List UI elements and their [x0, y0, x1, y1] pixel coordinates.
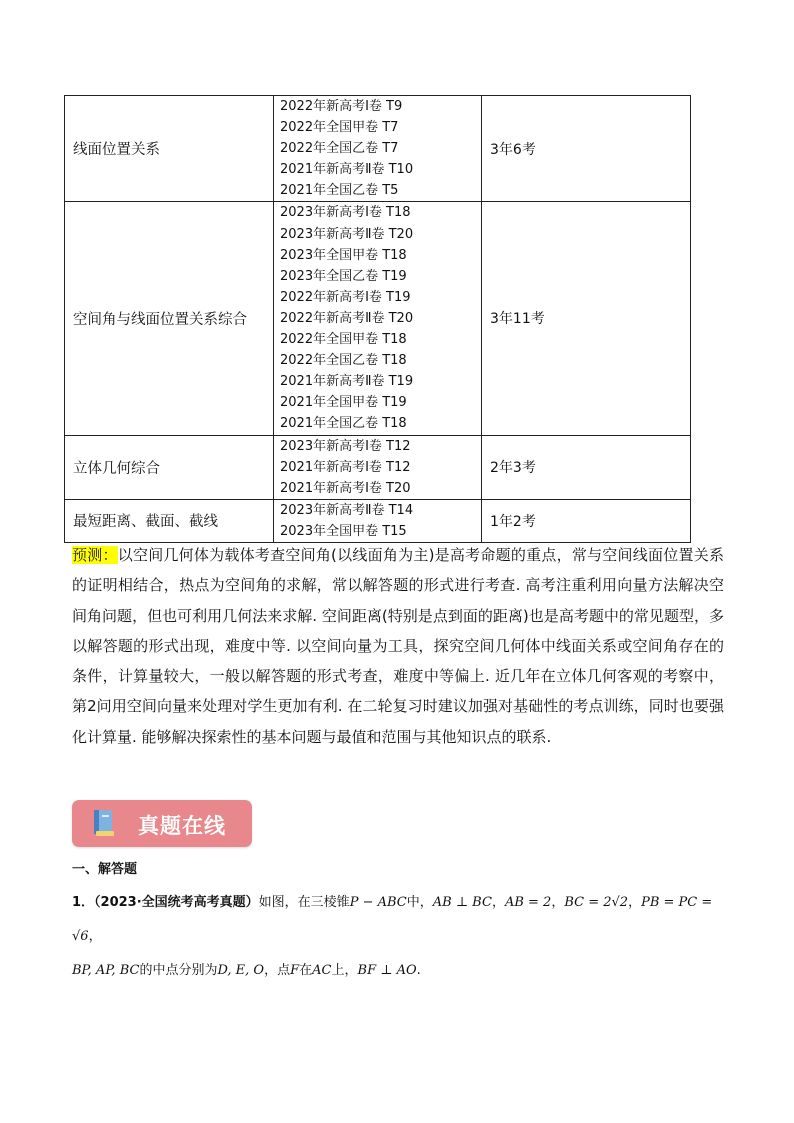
paper-item: 2021年全国乙卷 T5: [280, 183, 399, 199]
section-banner: [72, 800, 252, 847]
paper-item: 2022年全国甲卷 T7: [280, 120, 399, 136]
paper-item: 2023年新高考Ⅰ卷 T18: [280, 205, 411, 221]
count-cell: 2年3考: [482, 435, 691, 499]
paper-item: 2023年全国乙卷 T19: [280, 268, 407, 284]
problem-text: 如图，在三棱锥: [258, 895, 350, 910]
papers-cell: [274, 435, 482, 499]
problem-text: 上，: [331, 963, 358, 978]
topic-cell: 最短距离、截面、截线: [65, 499, 274, 542]
math-expr: BF ⊥ AO: [357, 963, 417, 978]
table-row: [65, 499, 691, 542]
problem-text: .: [416, 963, 421, 978]
math-expr: AC: [312, 963, 332, 978]
banner-title: 真题在线: [138, 814, 226, 838]
problem-1: [72, 886, 732, 988]
problem-text: ，: [491, 895, 505, 910]
paper-item: 2022年新高考Ⅰ卷 T19: [280, 289, 411, 305]
math-expr: F: [290, 963, 300, 978]
paper-item: 2023年新高考Ⅱ卷 T14: [280, 502, 414, 518]
paper-item: 2023年新高考Ⅱ卷 T20: [280, 226, 414, 242]
problem-number: 1．: [72, 895, 95, 910]
problem-text: 的中点分别为: [139, 963, 218, 978]
math-expr: AB = 2: [504, 895, 552, 910]
prediction-label: 预测：: [72, 546, 118, 564]
problem-text: ，: [628, 895, 642, 910]
paper-item: 2023年全国甲卷 T15: [280, 523, 407, 539]
topic-cell: 立体几何综合: [65, 435, 274, 499]
problem-text: ，: [88, 929, 102, 944]
paper-item: 2021年新高考Ⅱ卷 T10: [280, 162, 414, 178]
topic-cell: 空间角与线面位置关系综合: [65, 202, 274, 435]
paper-item: 2023年全国甲卷 T18: [280, 247, 407, 263]
paper-item: 2022年全国乙卷 T7: [280, 141, 399, 157]
paper-item: 2021年新高考Ⅰ卷 T20: [280, 480, 411, 496]
paper-item: 2021年全国甲卷 T19: [280, 395, 407, 411]
topic-cell: 线面位置关系: [65, 96, 274, 202]
count-cell: 3年11考: [482, 202, 691, 435]
analysis-paragraph: [72, 540, 724, 752]
count-cell: 3年6考: [482, 96, 691, 202]
problem-source: （2023·全国统考高考真题）: [94, 895, 259, 910]
problem-text: 中，: [406, 895, 433, 910]
exam-stats-table: [64, 95, 691, 543]
table-body: [65, 96, 691, 543]
problem-text: 在: [299, 963, 313, 978]
analysis-text: 以空间几何体为载体考查空间角(以线面角为主)是高考命题的重点，常与空间线面位置关系的证明相结合，热点为空间角的求解，常以解答题的形式进行考查. 高考注重利用向量方法解决空间角问题，但也可利用几何法来求解. 空间距离(特别是点到面的距离)也是高考题中的常见题型，多以解答题的形式出现，难度中等. 以空间向量为工具，探究空间几何体中线面关系或空间角存在的条件，计算量较大，一般以解答题的形式考查，难度中等偏上. 近几年在立体几何客观的考察中，第2问用空间向量来处理对学生更加有利. 在二轮复习时建议加强对基础性的考点训练，同时也要强化计算量. 能够解决探索性的基本问题与最值和范围与其他知识点的联系.: [72, 546, 724, 746]
paper-item: 2023年新高考Ⅰ卷 T12: [280, 438, 411, 454]
problem-text: ，: [551, 895, 565, 910]
math-expr: BP, AP, BC: [72, 963, 140, 978]
paper-item: 2021年新高考Ⅰ卷 T12: [280, 459, 411, 475]
papers-cell: [274, 96, 482, 202]
section-heading: 一、解答题: [72, 862, 138, 877]
math-expr: D, E, O: [217, 963, 265, 978]
paper-item: 2021年新高考Ⅱ卷 T19: [280, 374, 414, 390]
paper-item: 2022年新高考Ⅱ卷 T20: [280, 310, 414, 326]
table-row: [65, 202, 691, 435]
table-row: [65, 435, 691, 499]
problem-text: ，点: [264, 963, 291, 978]
paper-item: 2022年全国甲卷 T18: [280, 332, 407, 348]
papers-cell: [274, 499, 482, 542]
paper-item: 2022年全国乙卷 T18: [280, 353, 407, 369]
math-expr: P − ABC: [349, 895, 407, 910]
math-expr: BC = 2√2: [564, 895, 629, 910]
paper-item: 2022年新高考Ⅰ卷 T9: [280, 99, 403, 114]
papers-cell: [274, 202, 482, 435]
book-icon: [90, 808, 116, 838]
math-expr: PB = PC = √6: [72, 895, 713, 944]
count-cell: 1年2考: [482, 499, 691, 542]
paper-item: 2021年全国乙卷 T18: [280, 416, 407, 432]
math-expr: AB ⊥ BC: [432, 895, 492, 910]
table-row: [65, 96, 691, 202]
